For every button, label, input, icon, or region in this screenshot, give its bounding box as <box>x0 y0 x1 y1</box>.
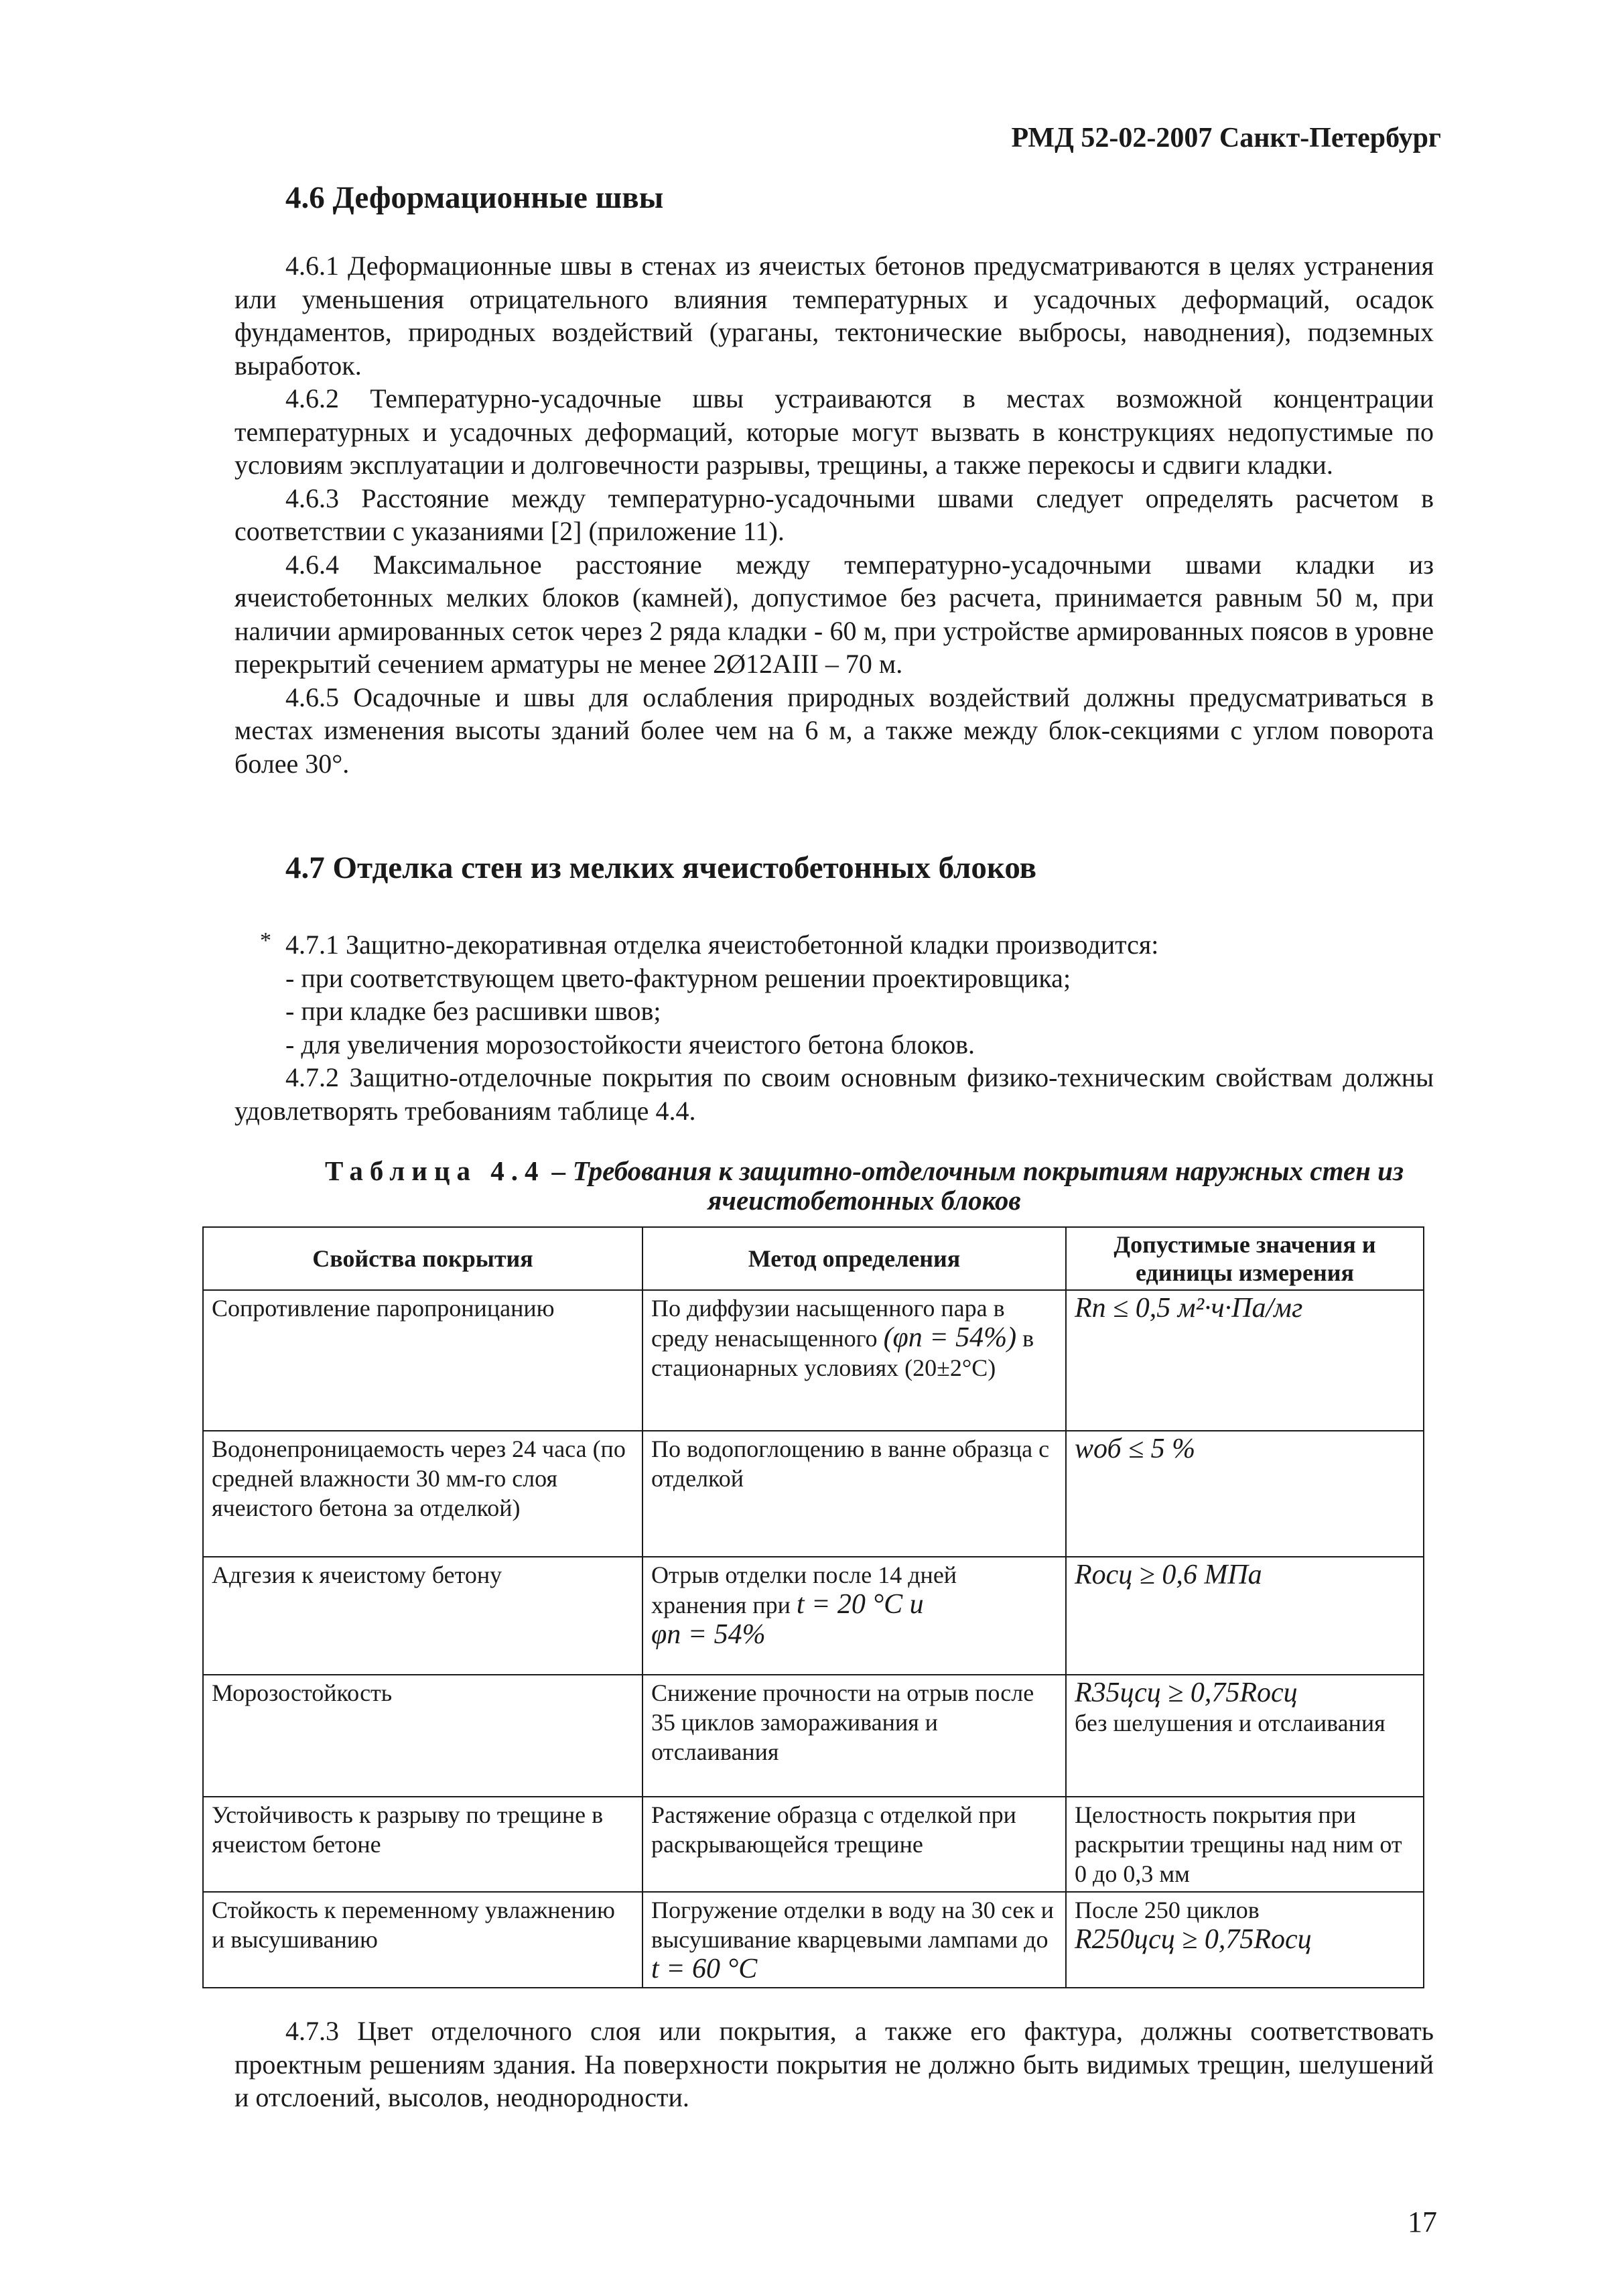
running-header: РМД 52-02-2007 Санкт-Петербург <box>1011 123 1441 153</box>
paragraph-4-6-4: 4.6.4 Максимальное расстояние между температурно-усадочными швами кладки из ячеистобетонных мелких блоков (камней), допустимое без расчета, принимается равным 50 м, при наличии армированных сеток через 2 ряда кладки - 60 м, при устройстве армированных поясов в уровне перекрытий сечением арматуры не менее 2Ø12АIII – 70 м. <box>234 549 1434 679</box>
table-cell-property: Водонепроницаемость через 24 часа (по средней влажности 30 мм-го слоя ячеистого бетона за отделкой) <box>203 1431 643 1557</box>
section-4-7-body-end <box>234 2015 1434 2114</box>
table-cell-value: Целостность покрытия при раскрытии трещины над ним от 0 до 0,3 мм <box>1066 1797 1424 1892</box>
table-cell-property: Устойчивость к разрыву по трещине в ячеистом бетоне <box>203 1797 643 1892</box>
value-formula: wоб ≤ 5 % <box>1075 1433 1196 1464</box>
table-cell-method <box>643 1892 1066 1988</box>
table-row <box>203 1675 1424 1797</box>
margin-mark: * <box>260 928 271 953</box>
table-caption <box>295 1156 1434 1215</box>
method-text: Отрыв отделки после 14 дней хранения при <box>651 1561 957 1618</box>
table-row <box>203 1892 1424 1988</box>
table-row <box>203 1290 1424 1431</box>
paragraph-4-7-1: 4.7.1 Защитно-декоративная отделка ячеистобетонной кладки производится: <box>285 930 1159 960</box>
method-text: По диффузии насыщенного пара в среду ненасыщенного <box>651 1295 1005 1352</box>
value-formula: Rосц ≥ 0,6 МПа <box>1075 1559 1262 1590</box>
column-header: Свойства покрытия <box>203 1227 643 1290</box>
value-text: без шелушения и отслаивания <box>1075 1710 1386 1736</box>
paragraph-4-6-2: 4.6.2 Температурно-усадочные швы устраиваются в местах возможной концентрации температурных и усадочных деформаций, которые могут вызвать в конструкциях недопустимые по условиям эксплуатации и долговечности разрывы, трещины, а также перекосы и сдвиги кладки. <box>234 383 1434 480</box>
table-cell-method <box>643 1557 1066 1675</box>
method-formula: (φп = 54%) <box>883 1322 1017 1353</box>
table-cell-method: Растяжение образца с отделкой при раскрывающейся трещине <box>643 1797 1066 1892</box>
table-cell-value <box>1066 1290 1424 1431</box>
section-title-4-7: 4.7 Отделка стен из мелких ячеистобетонных блоков <box>285 850 1037 885</box>
method-formula: φп = 54% <box>651 1619 766 1650</box>
method-formula: t = 60 °С <box>651 1954 758 1984</box>
paragraph-4-6-3: 4.6.3 Расстояние между температурно-усадочными швами следует определять расчетом в соответствии с указаниями [2] (приложение 11). <box>234 483 1434 546</box>
table-cell-method: По водопоглощению в ванне образца с отделкой <box>643 1431 1066 1557</box>
section-4-7-body <box>234 928 1434 1127</box>
section-title-4-6: 4.6 Деформационные швы <box>285 180 664 215</box>
paragraph-4-7-3: 4.7.3 Цвет отделочного слоя или покрытия, а также его фактура, должны соответствовать проектным решениям здания. На поверхности покрытия не должно быть видимых трещин, шелушений и отслоений, высолов, неоднородности. <box>234 2016 1434 2112</box>
table-cell-property: Адгезия к ячеистому бетону <box>203 1557 643 1675</box>
table-row <box>203 1797 1424 1892</box>
page-number: 17 <box>1408 2206 1437 2238</box>
value-formula: R250цсц ≥ 0,75Rосц <box>1075 1924 1312 1955</box>
table-cell-method <box>643 1290 1066 1431</box>
paragraph-4-7-2: 4.7.2 Защитно-отделочные покрытия по своим основным физико-техническим свойствам должны удовлетворять требованиям таблице 4.4. <box>234 1062 1434 1126</box>
table-caption-lead: Таблица 4.4 <box>325 1155 545 1186</box>
column-header: Метод определения <box>643 1227 1066 1290</box>
paragraph-4-6-1: 4.6.1 Деформационные швы в стенах из ячеистых бетонов предусматриваются в целях устранения или уменьшения отрицательного влияния температурных и усадочных деформаций, осадок фундаментов, природных воздействий (ураганы, тектонические выбросы, наводнения), подземных выработок. <box>234 251 1434 381</box>
value-formula: R35цсц ≥ 0,75Rосц <box>1075 1677 1298 1708</box>
table-cell-value <box>1066 1892 1424 1988</box>
method-text: Погружение отделки в воду на 30 сек и высушивание кварцевыми лампами до <box>651 1897 1054 1953</box>
list-item: - для увеличения морозостойкости ячеистого бетона блоков. <box>285 1029 975 1060</box>
table-cell-property: Морозостойкость <box>203 1675 643 1797</box>
table-cell-value <box>1066 1557 1424 1675</box>
method-formula: t = 20 °С и <box>796 1589 924 1620</box>
table-cell-property: Стойкость к переменному увлажнению и высушиванию <box>203 1892 643 1988</box>
table-header-row <box>203 1227 1424 1290</box>
table-cell-value <box>1066 1675 1424 1797</box>
column-header: Допустимые значения и единицы измерения <box>1066 1227 1424 1290</box>
table-cell-method: Снижение прочности на отрыв после 35 циклов замораживания и отслаивания <box>643 1675 1066 1797</box>
table-row <box>203 1557 1424 1675</box>
table-cell-value <box>1066 1431 1424 1557</box>
list-item: - при кладке без расшивки швов; <box>285 996 661 1026</box>
paragraph-4-6-5: 4.6.5 Осадочные и швы для ослабления природных воздействий должны предусматриваться в местах изменения высоты зданий более чем на 6 м, а также между блок-секциями с углом поворота более 30°. <box>234 682 1434 779</box>
requirements-table <box>202 1226 1424 1988</box>
table-cell-property: Сопротивление паропроницанию <box>203 1290 643 1431</box>
method-text-tail: в стационарных условиях (20±2°С) <box>651 1325 1034 1381</box>
list-item: - при соответствующем цвето-фактурном решении проектировщика; <box>285 962 1071 993</box>
value-text: После 250 циклов <box>1075 1897 1260 1923</box>
table-caption-text: – Требования к защитно-отделочным покрытиям наружных стен из ячеистобетонных блоков <box>551 1155 1404 1216</box>
value-formula: Rп ≤ 0,5 м²·ч·Па/мг <box>1075 1293 1303 1324</box>
table-row <box>203 1431 1424 1557</box>
section-4-6-body <box>234 249 1434 780</box>
